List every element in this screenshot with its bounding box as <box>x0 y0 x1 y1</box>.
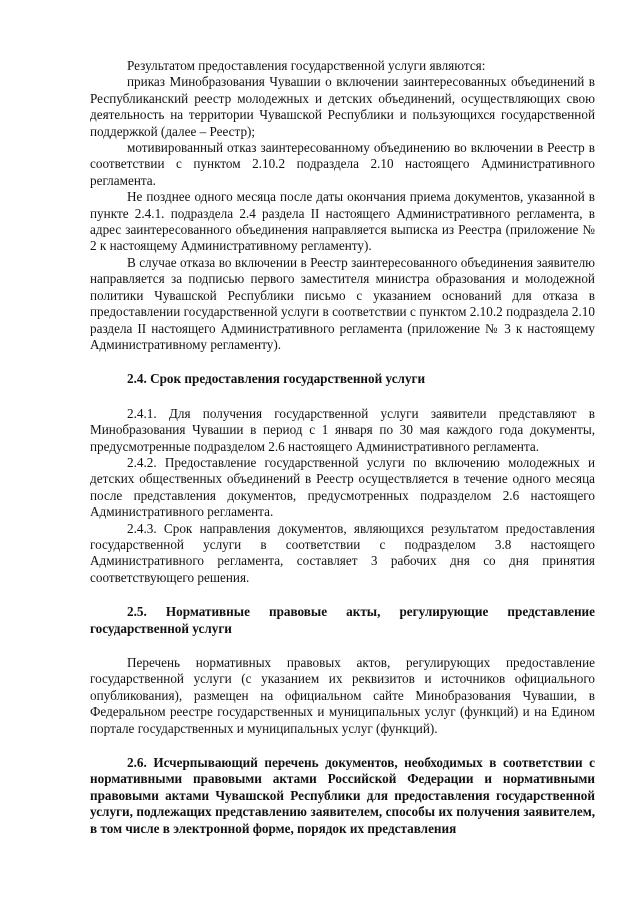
paragraph-2-4-1: 2.4.1. Для получения государственной услуги заявители представляют в Минобразования Чувашии в период с 1 января по 30 мая каждого года документы, предусмотренные подразделом 2.6 настоящего Административного регламента. <box>90 405 595 454</box>
result-item-order: приказ Минобразования Чувашии о включении заинтересованных объединений в Республиканский реестр молодежных и детских объединений, осуществляющих свою деятельность на территории Чувашской Республики и пользующихся государственной поддержкой (далее – Реестр); <box>90 74 595 139</box>
paragraph-extract: Не позднее одного месяца после даты окончания приема документов, указанной в пункте 2.4.1. подраздела 2.4 раздела II настоящего Административного регламента, в адрес заинтересованного объединения направляется выписка из Реестра (приложение № 2 к настоящему Административному регламенту). <box>90 189 595 254</box>
paragraph-refusal-letter: В случае отказа во включении в Реестр заинтересованного объединения заявителю направляется за подписью первого заместителя министра образования и молодежной политики Чувашской Республики письмо с указанием оснований для отказа в предоставлении государственной услуги в соответствии с пунктом 2.10.2 подраздела 2.10 раздела II настоящего Административного регламента (приложение № 3 к настоящему Административному регламенту). <box>90 254 595 352</box>
document-page <box>90 58 595 837</box>
section-2-6-heading: 2.6. Исчерпывающий перечень документов, необходимых в соответствии с нормативными правовыми актами Российской Федерации и нормативными правовыми актами Чувашской Республики для предоставления государственной услуги, подлежащих представлению заявителем, способы их получения заявителем, в том числе в электронной форме, порядок их представления <box>90 755 595 836</box>
result-intro: Результатом предоставления государственной услуги являются: <box>127 58 486 73</box>
section-2-5-heading: 2.5. Нормативные правовые акты, регулирующие представление государственной услуги <box>90 604 595 636</box>
result-item-refusal: мотивированный отказ заинтересованному объединению во включении в Реестр в соответствии с пунктом 2.10.2 подраздела 2.10 настоящего Административного регламента. <box>90 140 595 188</box>
section-2-4-heading: 2.4. Срок предоставления государственной услуги <box>127 371 426 387</box>
paragraph-2-5: Перечень нормативных правовых актов, регулирующих предоставление государственной услуги (с указанием их реквизитов и источников официального опубликования), размещен на официальном сайте Минобразования Чувашии, в Федеральном реестре государственных и муниципальных услуг (функций) и на Едином портале государственных и муниципальных услуг (функций). <box>90 655 595 736</box>
paragraph-2-4-3: 2.4.3. Срок направления документов, являющихся результатом предоставления государственной услуги в соответствии с подразделом 3.8 настоящего Административного регламента, составляет 3 рабочих дня со дня принятия соответствующего решения. <box>90 520 595 585</box>
paragraph-2-4-2: 2.4.2. Предоставление государственной услуги по включению молодежных и детских общественных объединений в Реестр осуществляется в течение одного месяца после представления документов, предусмотренных подразделом 2.6 настоящего Административного регламента. <box>90 454 595 520</box>
